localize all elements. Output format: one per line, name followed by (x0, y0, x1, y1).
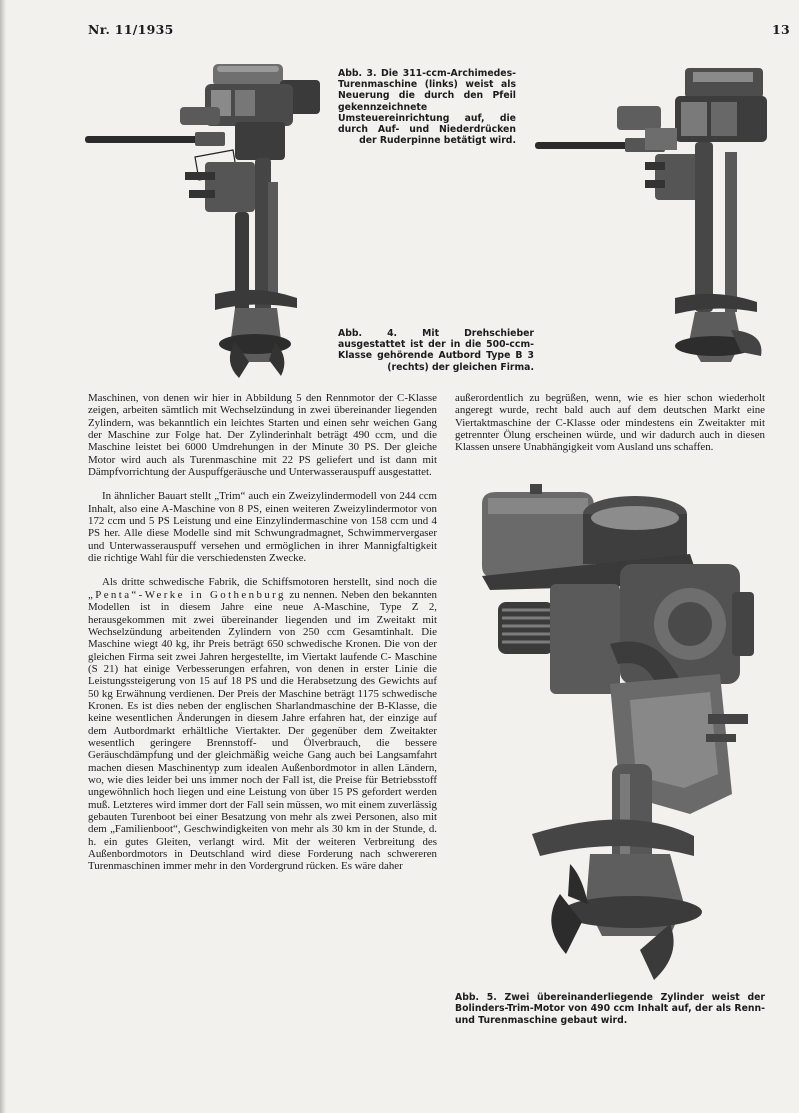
right-column-text (455, 392, 765, 454)
spaced-company-name: „Penta“-Werke in Gothenburg (88, 588, 286, 601)
figure-5-caption: Abb. 5. Zwei übereinanderliegende Zylinder weist der Bolinders-Trim-Motor von 490 ccm Inhalt auf, der als Renn- und Turenmaschine gebaut wird. (455, 992, 765, 1026)
paragraph-rest: zu nennen. Neben den bekannten Modellen ist in diesem Jahre eine neue A-Maschine, Type Z 2, herausgekommen mit zwei übereinander liegenden und im Zweitakt mit Wechselzündung arbeitenden Zylindern von 250 ccm Gesamtinhalt. Die Maschine wiegt 40 kg, ihr Preis beträgt 650 schwedische Kronen. Die von der gleichen Firma seit zwei Jahren hergestellte, im Viertakt laufende C- Maschine (S 21) hat einige Verbesserungen erfahren, von denen in erster Linie die Leistungssteigerung von 15 auf 18 PS und die Herabsetzung des Gewichts auf 50 kg Erwähnung verdienen. Der Preis der Maschine beträgt 1175 schwedische Kronen. Es ist dies neben der englischen Sharlandmaschine der B-Klasse, die keine wesentlichen Änderungen in diesem Jahre erfahren hat, der einzige auf dem Autbordmarkt erhältliche Viertakter. Der gegenüber dem Zweitakter wesentlich geringere Brennstoff- und Ölverbrauch, die bessere Geräuschdämpfung und der gleichmäßig weiche Gang auch bei Langsamfahrt machen diesen Maschinentyp zum idealen Außenbordmotor in allen Ländern, wo, wie dies leider bei uns immer noch der Fall ist, die Preise für Betriebsstoff ungewöhnlich hoch liegen und eine Leistung von über 15 PS gefordert werden muß. Letzteres wird immer dort der Fall sein müssen, wo mit einem zuverlässig gebauten Turenboot bei einer Besatzung von mehr als zwei Personen, also mit dem „Familienboot“, Geschwindigkeiten von mehr als 30 km in der Stunde, d. h. ein gutes Gleiten, verlangt wird. Mit der weiteren Verbreitung des Außenbordmotors in Deutschland wird diese Forderung nach schwereren Turenmaschinen immer mehr in den Vordergrund rücken. Es wäre daher (88, 588, 437, 873)
left-column-text (88, 392, 437, 873)
paragraph: außerordentlich zu begrüßen, wenn, wie es hier schon wiederholt angeregt wurde, recht bald auch auf dem deutschen Markt eine Viertaktmaschine der C-Klasse oder mindestens ein Zweitakter mit getrennter Ölung erscheinen würde, und wir dadurch auch in diesen Klassen unsere Unabhängigkeit vom Ausland uns schaffen. (455, 392, 765, 454)
figure-5-bolinders-trim-motor-photo (470, 484, 770, 984)
figure-4-caption: Abb. 4. Mit Drehschieber ausgestattet ist der in die 500-ccm-Klasse gehörende Autbord Type B 3 (rechts) der gleichen Firma. (338, 328, 534, 373)
page-edge-shadow (0, 0, 6, 1113)
paragraph-start: Als dritte schwedische Fabrik, die Schiffsmotoren herstellt, sind noch die (102, 576, 437, 589)
paragraph: In ähnlicher Bauart stellt „Trim“ auch ein Zweizylindermodell von 244 ccm Inhalt, also eine A-Maschine von 8 PS, einen weiteren Zweizylindermotor von 172 ccm und 5 PS Leistung und eine Einzylindermaschine von 158 ccm und 4 PS her. Alle diese Modelle sind mit Schwungradmagnet, Schwimmervergaser und Unterwasserauspuff versehen und ermöglichen in ihrer Mannigfaltigkeit die richtige Wahl für die verschiedensten Zwecke. (88, 490, 437, 565)
issue-number: Nr. 11/1935 (88, 22, 174, 37)
figure-4-autbord-b3-photo (535, 62, 775, 372)
page-number: 13 (772, 22, 790, 37)
paragraph (88, 576, 437, 872)
figure-3-archimedes-motor-photo (85, 62, 335, 380)
paragraph: Maschinen, von denen wir hier in Abbildung 5 den Rennmotor der C-Klasse zeigen, arbeiten sämtlich mit Wechselzündung in zwei übereinander liegenden Zylindern, was bekanntlich ein leichtes Starten und einen sehr weichen Gang der Maschine zur Folge hat. Der Zylinderinhalt beträgt 490 ccm, und die Maschine leistet bei 6000 Umdrehungen in der Minute 30 PS. Der gleiche Motor wird auch als Turenmaschine mit 22 PS geliefert und ist dann mit Dämpfvorrichtung der Auspuffgeräusche und Unterwasserauspuff ausgestattet. (88, 392, 437, 479)
figure-3-caption: Abb. 3. Die 311-ccm-Archimedes-Turenmaschine (links) weist als Neuerung die durch den Pfeil gekennzeichnete Umsteuereinrichtung auf, die durch Auf- und Niederdrücken der Ruderpinne betätigt wird. (338, 68, 516, 147)
